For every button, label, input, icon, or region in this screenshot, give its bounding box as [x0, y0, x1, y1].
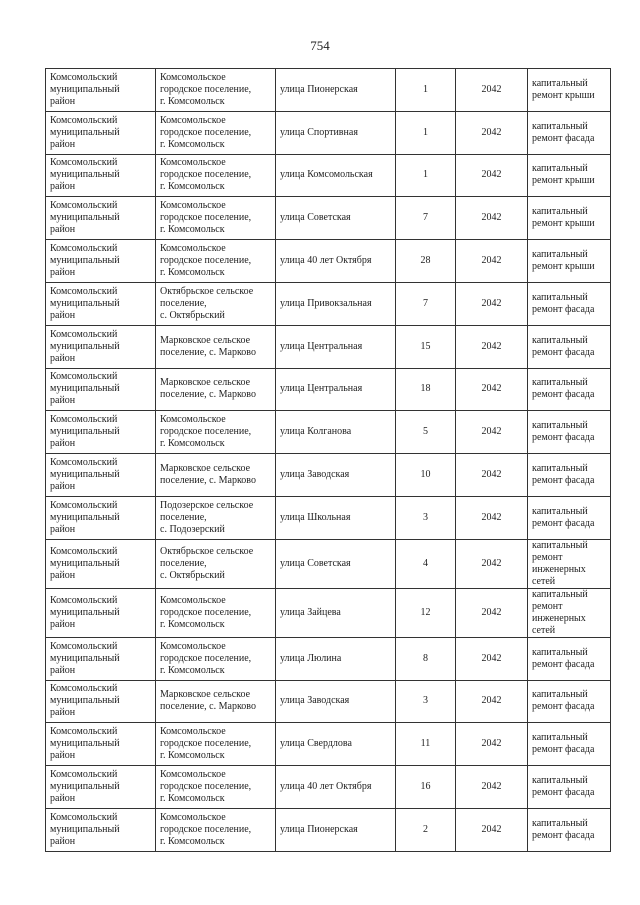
year-cell: 2042 [456, 411, 528, 454]
street-cell: улица Спортивная [276, 111, 396, 154]
house-number-cell: 15 [396, 325, 456, 368]
street-cell: улица 40 лет Октября [276, 240, 396, 283]
work-type-cell: капитальный ремонт крыши [528, 69, 611, 112]
work-type-cell: капитальный ремонт фасада [528, 411, 611, 454]
work-type-cell: капитальный ремонт фасада [528, 368, 611, 411]
year-cell: 2042 [456, 723, 528, 766]
settlement-cell: Комсомольское городское поселение, г. Комсомольск [156, 69, 276, 112]
year-cell: 2042 [456, 637, 528, 680]
district-cell: Комсомольский муниципальный район [46, 240, 156, 283]
work-type-cell: капитальный ремонт инженерных сетей [528, 539, 611, 588]
settlement-cell: Комсомольское городское поселение, г. Комсомольск [156, 411, 276, 454]
house-number-cell: 1 [396, 154, 456, 197]
year-cell: 2042 [456, 766, 528, 809]
settlement-cell: Комсомольское городское поселение, г. Комсомольск [156, 154, 276, 197]
settlement-cell: Подозерское сельское поселение, с. Подозерский [156, 496, 276, 539]
house-number-cell: 7 [396, 282, 456, 325]
street-cell: улица Заводская [276, 454, 396, 497]
street-cell: улица 40 лет Октября [276, 766, 396, 809]
work-type-cell: капитальный ремонт фасада [528, 766, 611, 809]
table-row [46, 240, 611, 283]
district-cell: Комсомольский муниципальный район [46, 808, 156, 851]
work-type-cell: капитальный ремонт фасада [528, 282, 611, 325]
district-cell: Комсомольский муниципальный район [46, 368, 156, 411]
table-row [46, 723, 611, 766]
settlement-cell: Комсомольское городское поселение, г. Комсомольск [156, 588, 276, 637]
house-number-cell: 12 [396, 588, 456, 637]
year-cell: 2042 [456, 496, 528, 539]
page-number: 754 [310, 38, 330, 53]
street-cell: улица Пионерская [276, 69, 396, 112]
repair-schedule-table [45, 68, 611, 852]
table-row [46, 766, 611, 809]
settlement-cell: Комсомольское городское поселение, г. Комсомольск [156, 240, 276, 283]
house-number-cell: 1 [396, 111, 456, 154]
settlement-cell: Марковское сельское поселение, с. Марково [156, 680, 276, 723]
table-row [46, 69, 611, 112]
settlement-cell: Комсомольское городское поселение, г. Комсомольск [156, 766, 276, 809]
work-type-cell: капитальный ремонт крыши [528, 240, 611, 283]
year-cell: 2042 [456, 539, 528, 588]
district-cell: Комсомольский муниципальный район [46, 496, 156, 539]
house-number-cell: 18 [396, 368, 456, 411]
settlement-cell: Октябрьское сельское поселение, с. Октябрьский [156, 539, 276, 588]
district-cell: Комсомольский муниципальный район [46, 111, 156, 154]
district-cell: Комсомольский муниципальный район [46, 766, 156, 809]
table-row [46, 111, 611, 154]
settlement-cell: Комсомольское городское поселение, г. Комсомольск [156, 111, 276, 154]
house-number-cell: 5 [396, 411, 456, 454]
street-cell: улица Школьная [276, 496, 396, 539]
settlement-cell: Комсомольское городское поселение, г. Комсомольск [156, 808, 276, 851]
year-cell: 2042 [456, 240, 528, 283]
table-row [46, 282, 611, 325]
district-cell: Комсомольский муниципальный район [46, 411, 156, 454]
street-cell: улица Центральная [276, 368, 396, 411]
district-cell: Комсомольский муниципальный район [46, 282, 156, 325]
district-cell: Комсомольский муниципальный район [46, 637, 156, 680]
settlement-cell: Марковское сельское поселение, с. Марково [156, 325, 276, 368]
work-type-cell: капитальный ремонт крыши [528, 154, 611, 197]
settlement-cell: Марковское сельское поселение, с. Марково [156, 454, 276, 497]
year-cell: 2042 [456, 111, 528, 154]
table-row [46, 411, 611, 454]
house-number-cell: 2 [396, 808, 456, 851]
district-cell: Комсомольский муниципальный район [46, 325, 156, 368]
district-cell: Комсомольский муниципальный район [46, 539, 156, 588]
table-row [46, 637, 611, 680]
street-cell: улица Комсомольская [276, 154, 396, 197]
settlement-cell: Комсомольское городское поселение, г. Комсомольск [156, 723, 276, 766]
work-type-cell: капитальный ремонт крыши [528, 197, 611, 240]
street-cell: улица Заводская [276, 680, 396, 723]
table-row [46, 680, 611, 723]
table-row [46, 539, 611, 588]
table-row [46, 588, 611, 637]
house-number-cell: 16 [396, 766, 456, 809]
district-cell: Комсомольский муниципальный район [46, 197, 156, 240]
year-cell: 2042 [456, 808, 528, 851]
house-number-cell: 4 [396, 539, 456, 588]
work-type-cell: капитальный ремонт фасада [528, 808, 611, 851]
work-type-cell: капитальный ремонт фасада [528, 454, 611, 497]
work-type-cell: капитальный ремонт фасада [528, 111, 611, 154]
street-cell: улица Центральная [276, 325, 396, 368]
table-row [46, 496, 611, 539]
district-cell: Комсомольский муниципальный район [46, 588, 156, 637]
settlement-cell: Марковское сельское поселение, с. Марково [156, 368, 276, 411]
settlement-cell: Комсомольское городское поселение, г. Комсомольск [156, 637, 276, 680]
table-row [46, 325, 611, 368]
street-cell: улица Колганова [276, 411, 396, 454]
district-cell: Комсомольский муниципальный район [46, 69, 156, 112]
year-cell: 2042 [456, 69, 528, 112]
table-row [46, 808, 611, 851]
work-type-cell: капитальный ремонт фасада [528, 637, 611, 680]
street-cell: улица Свердлова [276, 723, 396, 766]
table-row [46, 197, 611, 240]
house-number-cell: 28 [396, 240, 456, 283]
street-cell: улица Зайцева [276, 588, 396, 637]
table-row [46, 368, 611, 411]
street-cell: улица Пионерская [276, 808, 396, 851]
year-cell: 2042 [456, 588, 528, 637]
year-cell: 2042 [456, 325, 528, 368]
district-cell: Комсомольский муниципальный район [46, 454, 156, 497]
house-number-cell: 7 [396, 197, 456, 240]
district-cell: Комсомольский муниципальный район [46, 154, 156, 197]
street-cell: улица Люлина [276, 637, 396, 680]
street-cell: улица Советская [276, 539, 396, 588]
house-number-cell: 3 [396, 680, 456, 723]
work-type-cell: капитальный ремонт фасада [528, 496, 611, 539]
year-cell: 2042 [456, 680, 528, 723]
year-cell: 2042 [456, 282, 528, 325]
district-cell: Комсомольский муниципальный район [46, 723, 156, 766]
year-cell: 2042 [456, 197, 528, 240]
house-number-cell: 1 [396, 69, 456, 112]
house-number-cell: 3 [396, 496, 456, 539]
house-number-cell: 10 [396, 454, 456, 497]
district-cell: Комсомольский муниципальный район [46, 680, 156, 723]
table-row [46, 154, 611, 197]
work-type-cell: капитальный ремонт инженерных сетей [528, 588, 611, 637]
house-number-cell: 8 [396, 637, 456, 680]
street-cell: улица Советская [276, 197, 396, 240]
work-type-cell: капитальный ремонт фасада [528, 723, 611, 766]
year-cell: 2042 [456, 454, 528, 497]
year-cell: 2042 [456, 368, 528, 411]
house-number-cell: 11 [396, 723, 456, 766]
year-cell: 2042 [456, 154, 528, 197]
settlement-cell: Октябрьское сельское поселение, с. Октябрьский [156, 282, 276, 325]
settlement-cell: Комсомольское городское поселение, г. Комсомольск [156, 197, 276, 240]
work-type-cell: капитальный ремонт фасада [528, 325, 611, 368]
street-cell: улица Привокзальная [276, 282, 396, 325]
work-type-cell: капитальный ремонт фасада [528, 680, 611, 723]
table-row [46, 454, 611, 497]
